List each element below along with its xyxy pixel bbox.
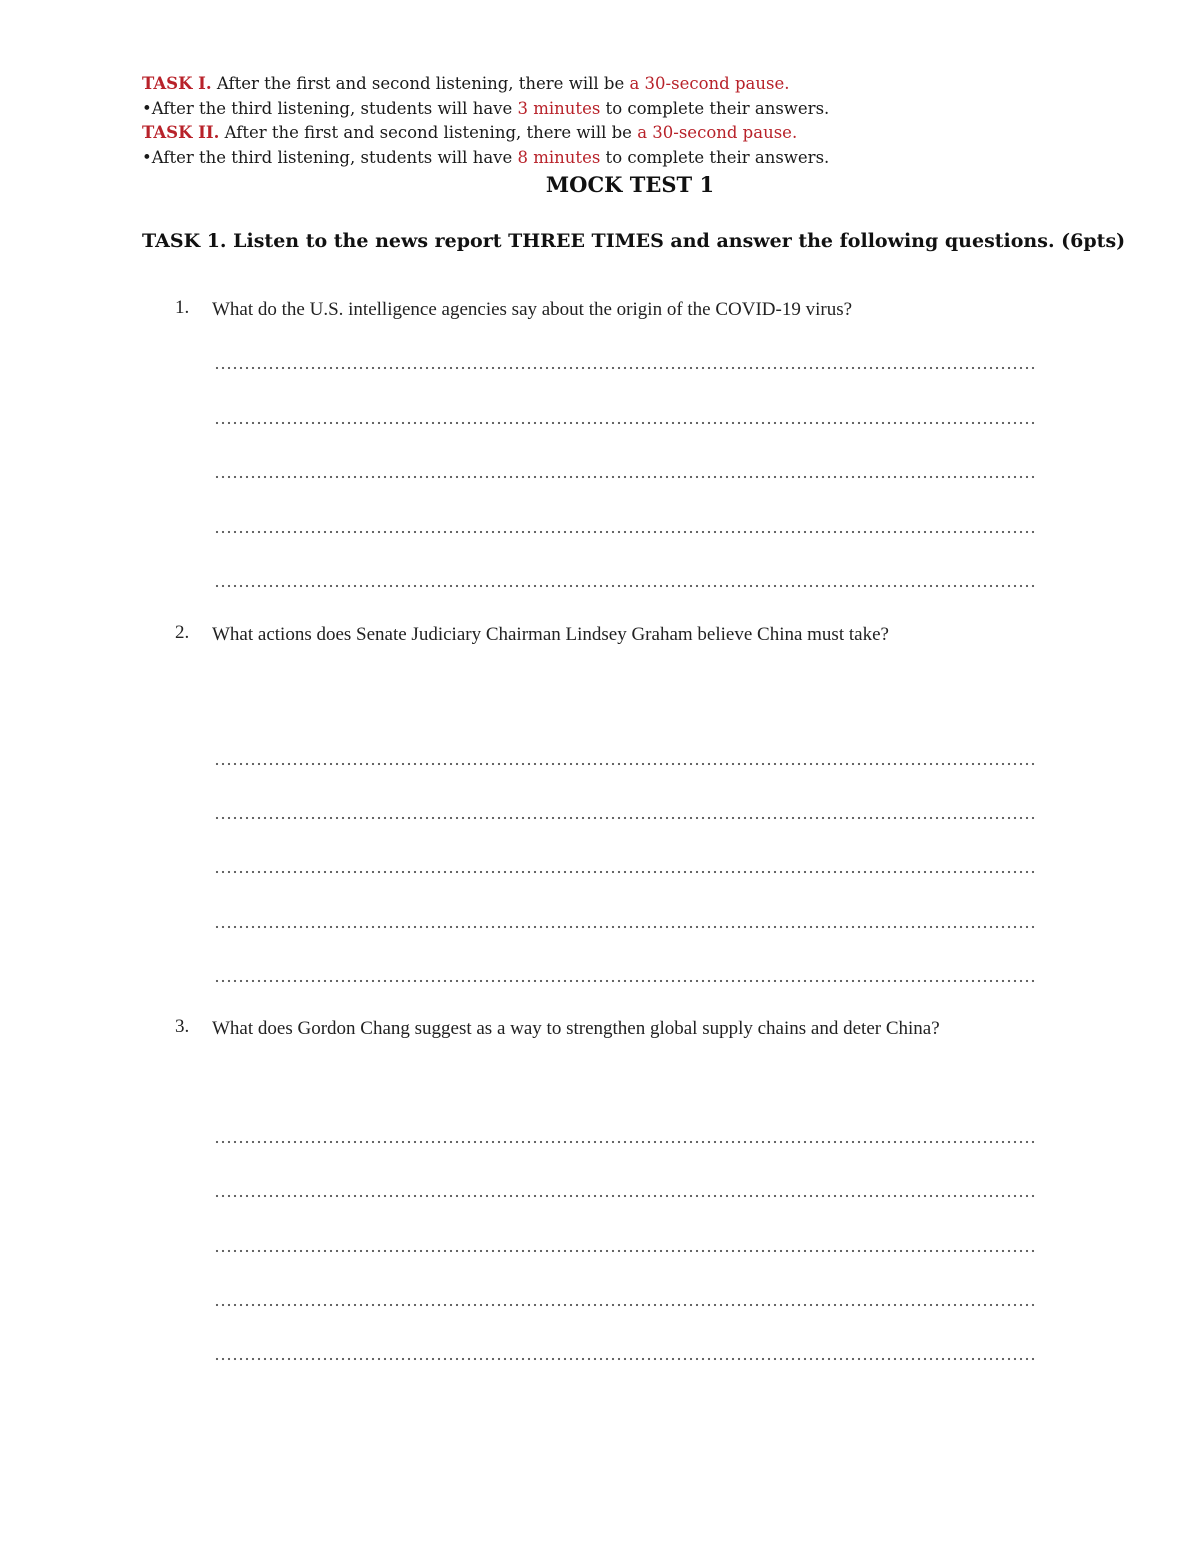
answer-line[interactable] bbox=[214, 475, 1036, 479]
answer-line[interactable] bbox=[214, 1194, 1036, 1198]
question-number: 3. bbox=[175, 1016, 190, 1037]
page-title: MOCK TEST 1 bbox=[545, 172, 715, 197]
instruction-highlight: 3 minutes bbox=[517, 99, 601, 118]
answer-line[interactable] bbox=[214, 1140, 1036, 1144]
answer-line[interactable] bbox=[214, 925, 1036, 929]
answer-line[interactable] bbox=[214, 816, 1036, 820]
answer-line[interactable] bbox=[214, 421, 1036, 425]
question-text: What does Gordon Chang suggest as a way to strengthen global supply chains and deter China? bbox=[212, 1018, 940, 1039]
answer-line[interactable] bbox=[214, 762, 1036, 766]
answer-line[interactable] bbox=[214, 979, 1036, 983]
instruction-text: •After the third listening, students will have bbox=[142, 99, 518, 118]
instruction-text: •After the third listening, students will have bbox=[142, 148, 518, 167]
answer-line[interactable] bbox=[214, 530, 1036, 534]
instruction-label: TASK II. bbox=[142, 123, 220, 142]
instruction-label: TASK I. bbox=[142, 74, 212, 93]
instruction-highlight: a 30-second pause. bbox=[629, 74, 790, 93]
instruction-task-ii-bullet bbox=[142, 146, 829, 170]
task-heading: TASK 1. Listen to the news report THREE TIMES and answer the following questions. (6pts) bbox=[142, 230, 1126, 252]
answer-line[interactable] bbox=[214, 870, 1036, 874]
answer-line[interactable] bbox=[214, 1357, 1036, 1361]
instruction-highlight: a 30-second pause. bbox=[637, 123, 798, 142]
answer-line[interactable] bbox=[214, 366, 1036, 370]
instruction-text-end: to complete their answers. bbox=[600, 148, 830, 167]
answer-line[interactable] bbox=[214, 1303, 1036, 1307]
instruction-task-i-bullet bbox=[142, 97, 829, 121]
question-number: 2. bbox=[175, 622, 190, 643]
instruction-highlight: 8 minutes bbox=[517, 148, 601, 167]
answer-line[interactable] bbox=[214, 1249, 1036, 1253]
instruction-task-i bbox=[142, 72, 789, 96]
question-number: 1. bbox=[175, 297, 190, 318]
question-text: What do the U.S. intelligence agencies say about the origin of the COVID-19 virus? bbox=[212, 299, 853, 320]
instruction-text: After the first and second listening, there will be bbox=[219, 123, 638, 142]
instruction-text: After the first and second listening, there will be bbox=[211, 74, 630, 93]
answer-line[interactable] bbox=[214, 584, 1036, 588]
question-text: What actions does Senate Judiciary Chairman Lindsey Graham believe China must take? bbox=[212, 624, 889, 645]
instruction-text-end: to complete their answers. bbox=[600, 99, 830, 118]
instruction-task-ii bbox=[142, 121, 797, 145]
